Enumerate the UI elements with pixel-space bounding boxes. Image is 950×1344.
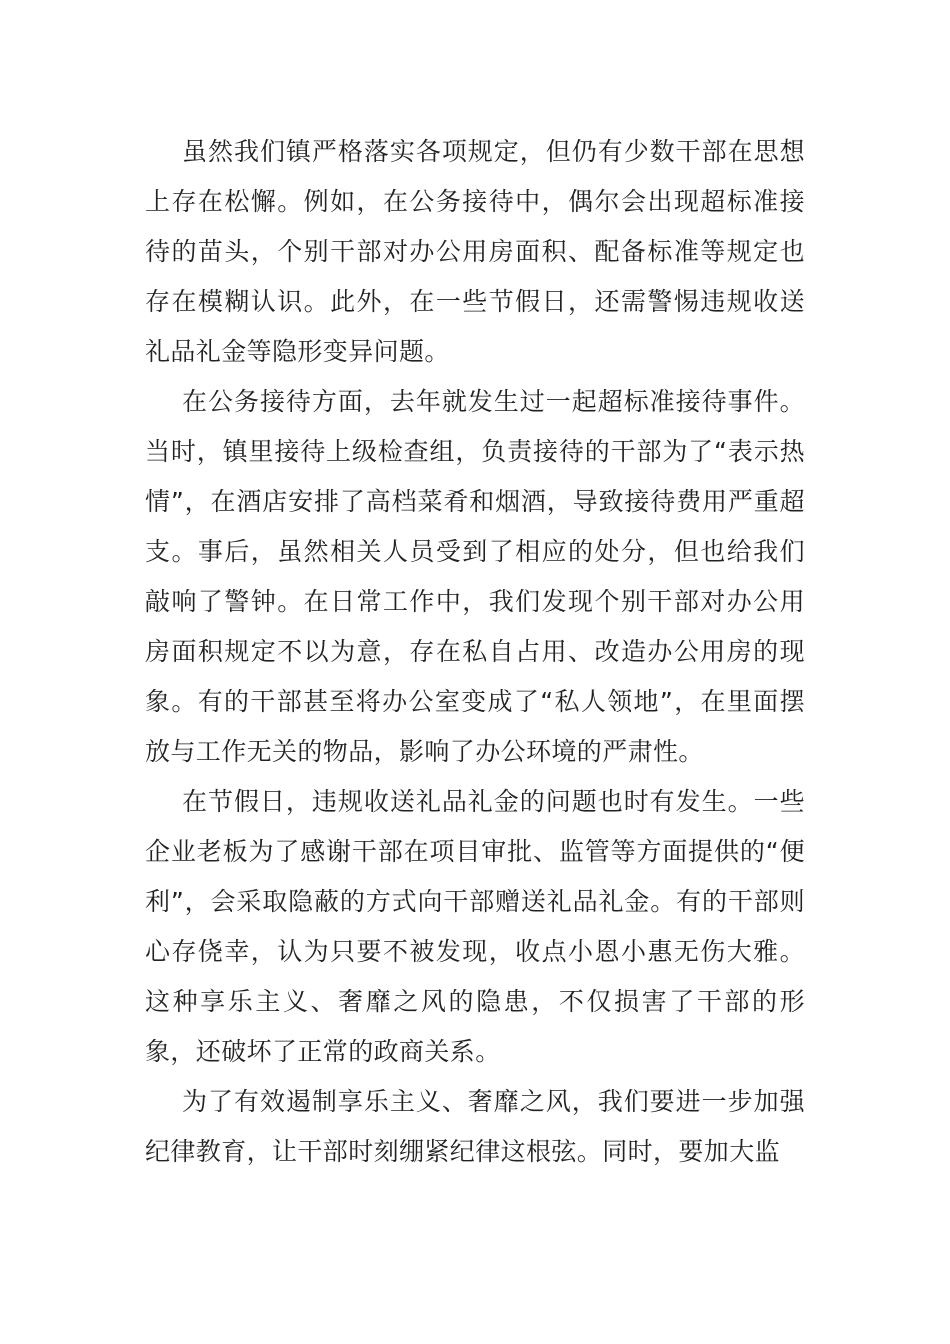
paragraph-3: 在节假日，违规收送礼品礼金的问题也时有发生。一些企业老板为了感谢干部在项目审批、监管等方面提供的“便利”，会采取隐蔽的方式向干部赠送礼品礼金。有的干部则心存侥幸，认为只要不被发现，收点小恩小惠无伤大雅。这种享乐主义、奢靡之风的隐患，不仅损害了干部的形象，还破坏了正常的政商关系。 <box>145 787 805 1066</box>
paragraph-2: 在公务接待方面，去年就发生过一起超标准接待事件。当时，镇里接待上级检查组，负责接待的干部为了“表示热情”，在酒店安排了高档菜肴和烟酒，导致接待费用严重超支。事后，虽然相关人员受到了相应的处分，但也给我们敲响了警钟。在日常工作中，我们发现个别干部对办公用房面积规定不以为意，存在私自占用、改造办公用房的现象。有的干部甚至将办公室变成了“私人领地”，在里面摆放与工作无关的物品，影响了办公环境的严肃性。 <box>145 387 805 766</box>
paragraph-4: 为了有效遏制享乐主义、奢靡之风，我们要进一步加强纪律教育，让干部时刻绷紧纪律这根弦。同时，要加大监 <box>145 1087 805 1166</box>
paragraph-1: 虽然我们镇严格落实各项规定，但仍有少数干部在思想上存在松懈。例如，在公务接待中，偶尔会出现超标准接待的苗头，个别干部对办公用房面积、配备标准等规定也存在模糊认识。此外，在一些节假日，还需警惕违规收送礼品礼金等隐形变异问题。 <box>145 137 805 366</box>
document-body <box>145 127 805 1177</box>
